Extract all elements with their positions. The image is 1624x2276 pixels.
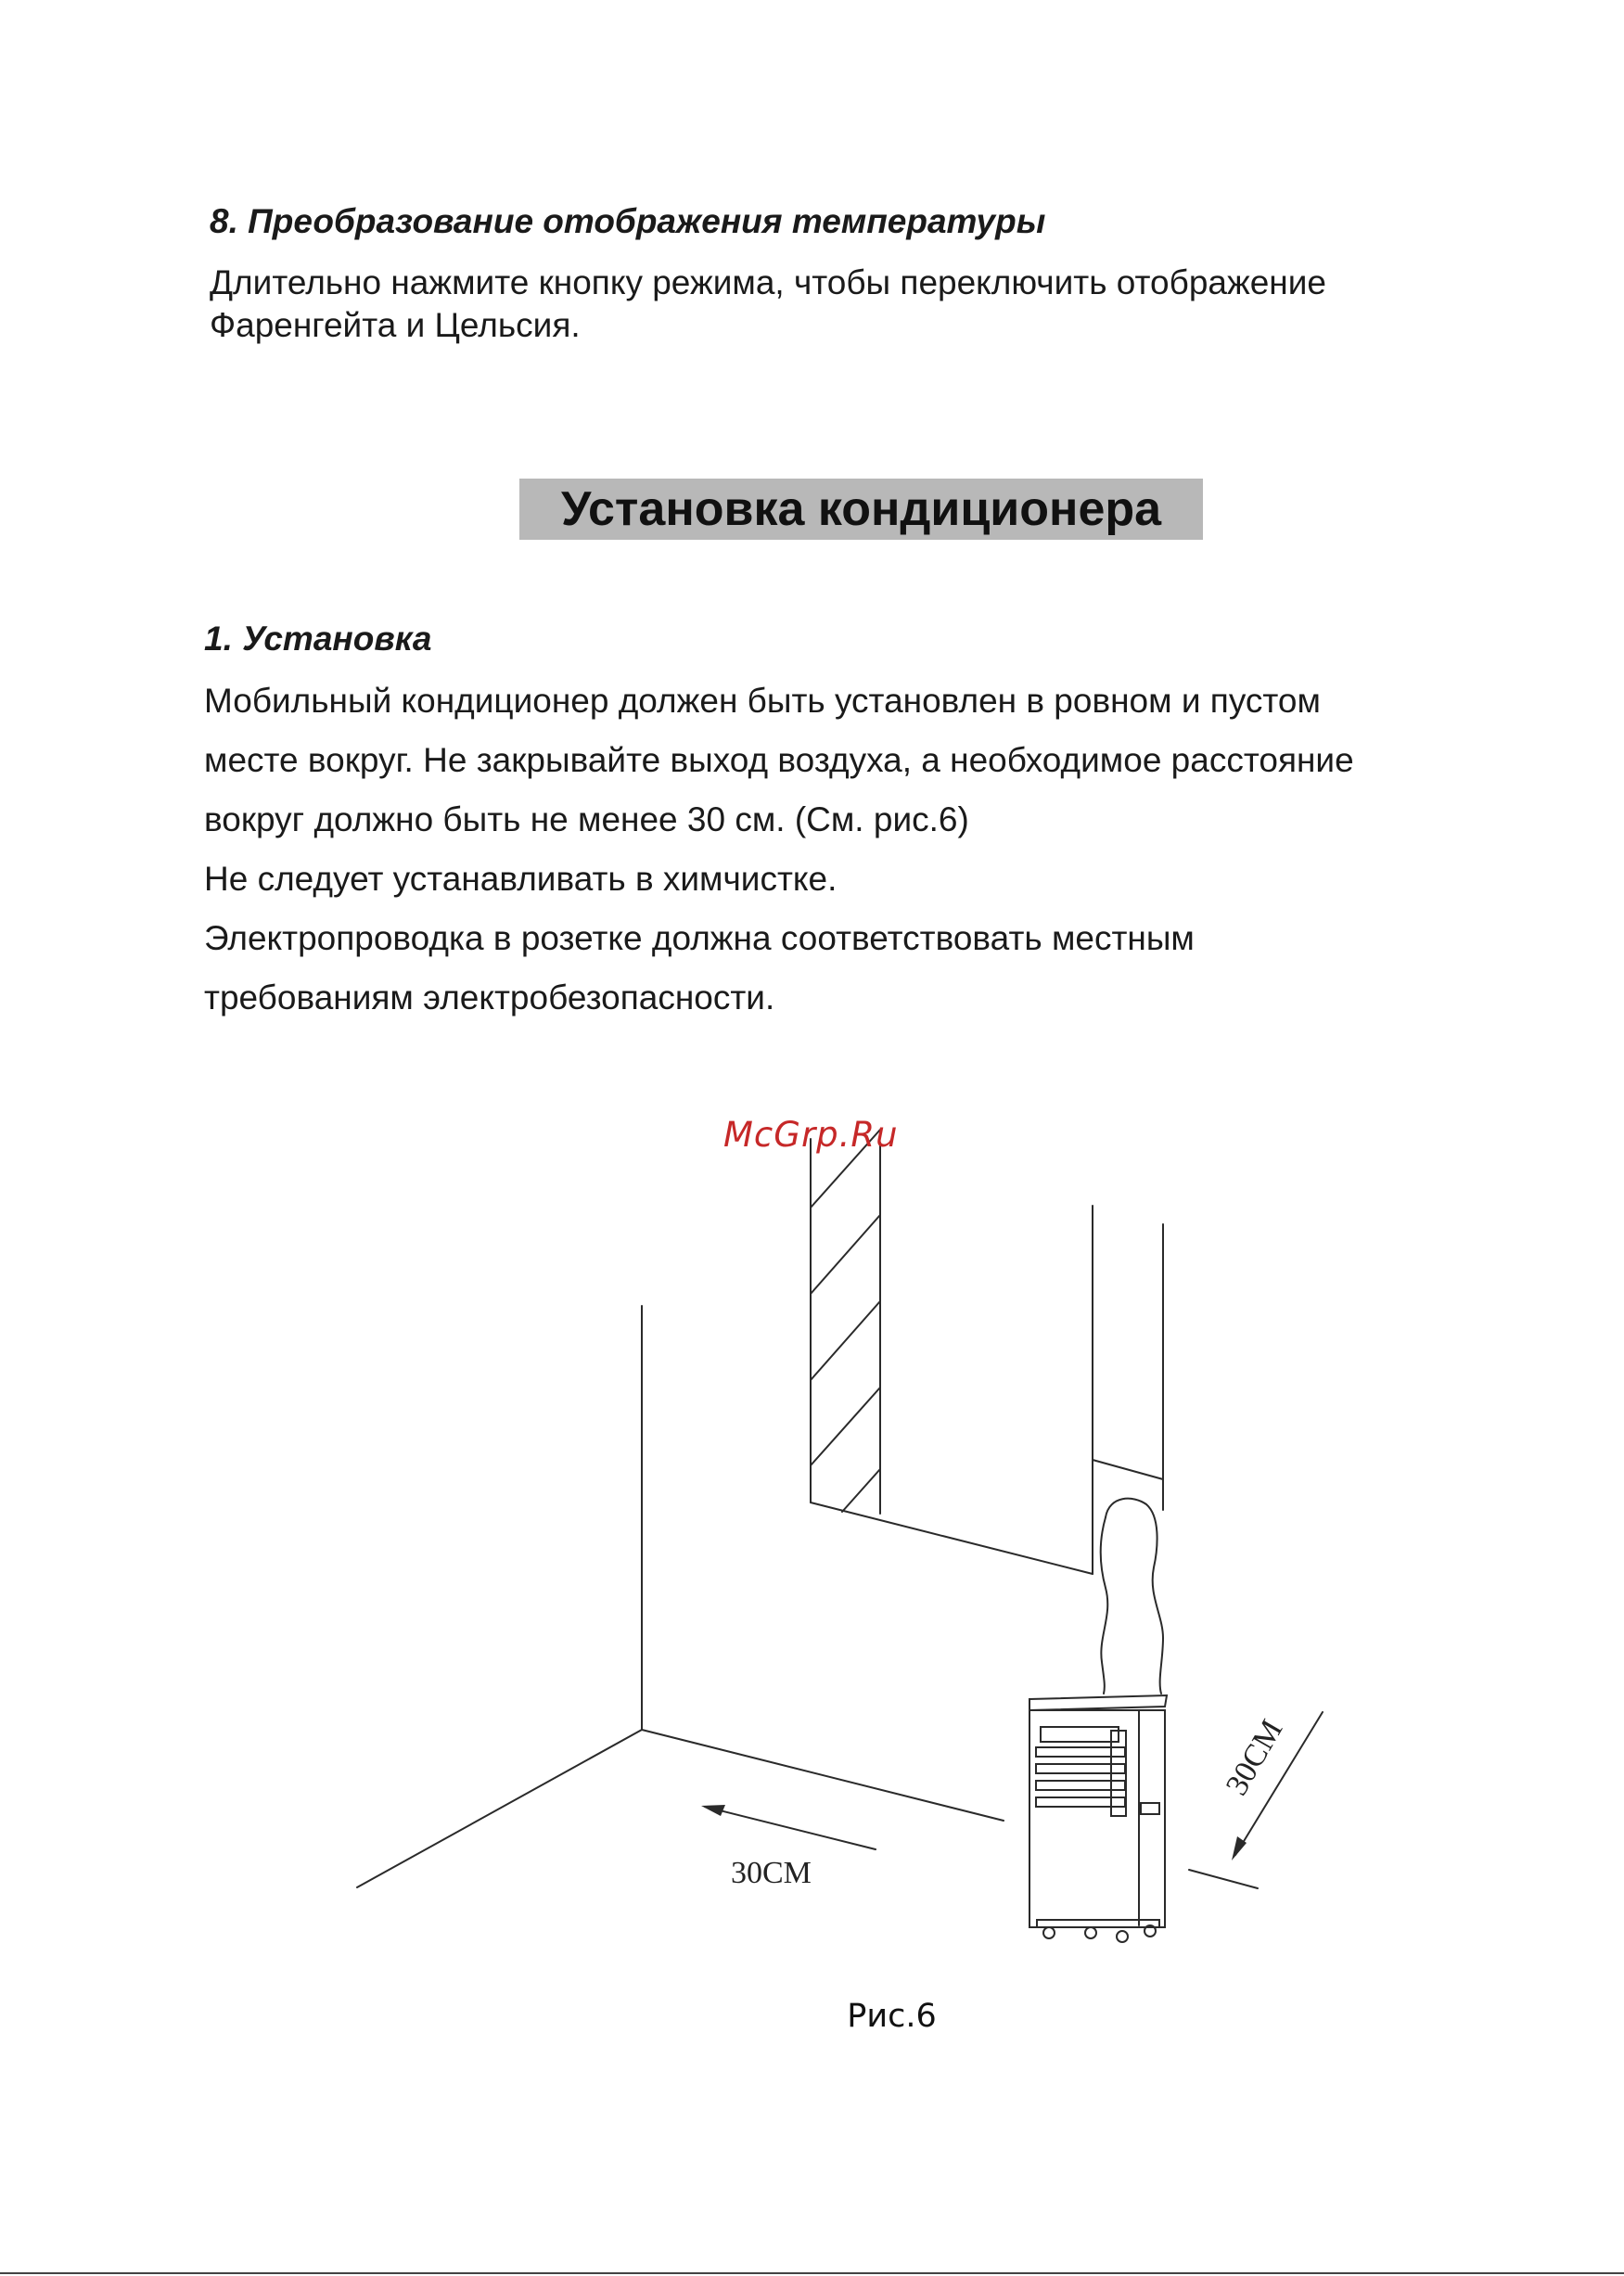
dim-arrow-left bbox=[705, 1807, 876, 1849]
air-conditioner-unit bbox=[1029, 1695, 1167, 1942]
body-line: Не следует устанавливать в химчистке. bbox=[204, 860, 838, 898]
window-hatching bbox=[811, 1130, 880, 1512]
body-line: вокруг должно быть не менее 30 см. (См. рис.6) bbox=[204, 800, 969, 838]
exhaust-hose-right bbox=[1106, 1499, 1163, 1694]
arrowhead-left bbox=[701, 1805, 725, 1816]
figure-caption: Рис.6 bbox=[847, 1998, 937, 2035]
floor-right-edge bbox=[642, 1730, 1004, 1821]
subsection-heading: 1. Установка bbox=[204, 620, 432, 658]
body-line: месте вокруг. Не закрывайте выход воздуха, а необходимое расстояние bbox=[204, 741, 1354, 779]
window-vent-top bbox=[1093, 1460, 1163, 1479]
watermark: McGrp.Ru bbox=[723, 1115, 899, 1155]
body-line: требованиям электробезопасности. bbox=[204, 978, 775, 1017]
dim-label-right: 30CM bbox=[1219, 1714, 1290, 1801]
section-heading: 8. Преобразование отображения температуры bbox=[210, 202, 1046, 240]
floor-right-segment bbox=[1189, 1870, 1258, 1888]
body-line: Мобильный кондиционер должен быть установлен в ровном и пустом bbox=[204, 682, 1321, 720]
body-line: Длительно нажмите кнопку режима, чтобы переключить отображение bbox=[210, 263, 1326, 301]
bottom-divider bbox=[0, 2272, 1624, 2274]
body-line: Электропроводка в розетке должна соответствовать местным bbox=[204, 919, 1195, 957]
exhaust-hose-left bbox=[1101, 1517, 1108, 1694]
window-sill bbox=[811, 1502, 1093, 1574]
page-title: Установка кондиционера bbox=[560, 482, 1162, 536]
floor-left-edge bbox=[357, 1730, 642, 1887]
dim-label-left: 30CM bbox=[731, 1856, 812, 1890]
body-line: Фаренгейта и Цельсия. bbox=[210, 306, 581, 344]
